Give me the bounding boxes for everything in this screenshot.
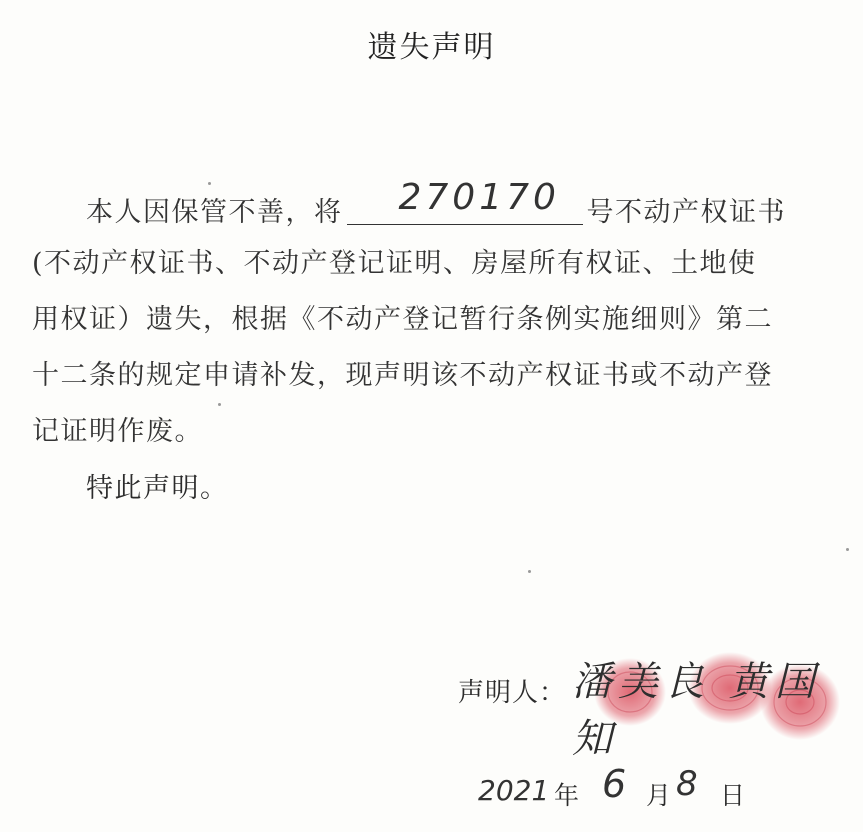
certificate-number-blank [347,177,583,225]
document-title: 遗失声明 [367,30,496,65]
paper-speck [208,182,211,185]
declarant-label: 声明人： [458,678,567,708]
certificate-number: 270170 [398,177,560,218]
body-line-5: 记证明作废。 [32,416,203,447]
body-line-3: 用权证）遗失，根据《不动产登记暂行条例实施细则》第二 [32,304,773,335]
date-month: 6 [602,762,627,806]
date-month-unit: 月 [646,781,672,810]
closing-statement: 特此声明。 [86,473,229,504]
body-line-2: (不动产权证书、不动产登记证明、房屋所有权证、土地使 [32,248,757,279]
paper-speck [846,548,849,551]
date-year: 2021 [478,774,550,807]
body-line-1-suffix: 号不动产权证书 [586,197,786,228]
paper-speck [218,403,221,406]
date-day: 8 [676,764,698,804]
body-line-1-prefix: 本人因保管不善，将 [86,197,343,228]
body-line-4: 十二条的规定申请补发，现声明该不动产权证书或不动产登 [32,360,773,391]
date-day-unit: 日 [720,781,746,810]
date-year-unit: 年 [554,781,580,810]
paper-speck [528,570,531,573]
body-line-1 [86,177,786,228]
declarant-signatures: 潘美良 黄国知 [572,659,821,762]
